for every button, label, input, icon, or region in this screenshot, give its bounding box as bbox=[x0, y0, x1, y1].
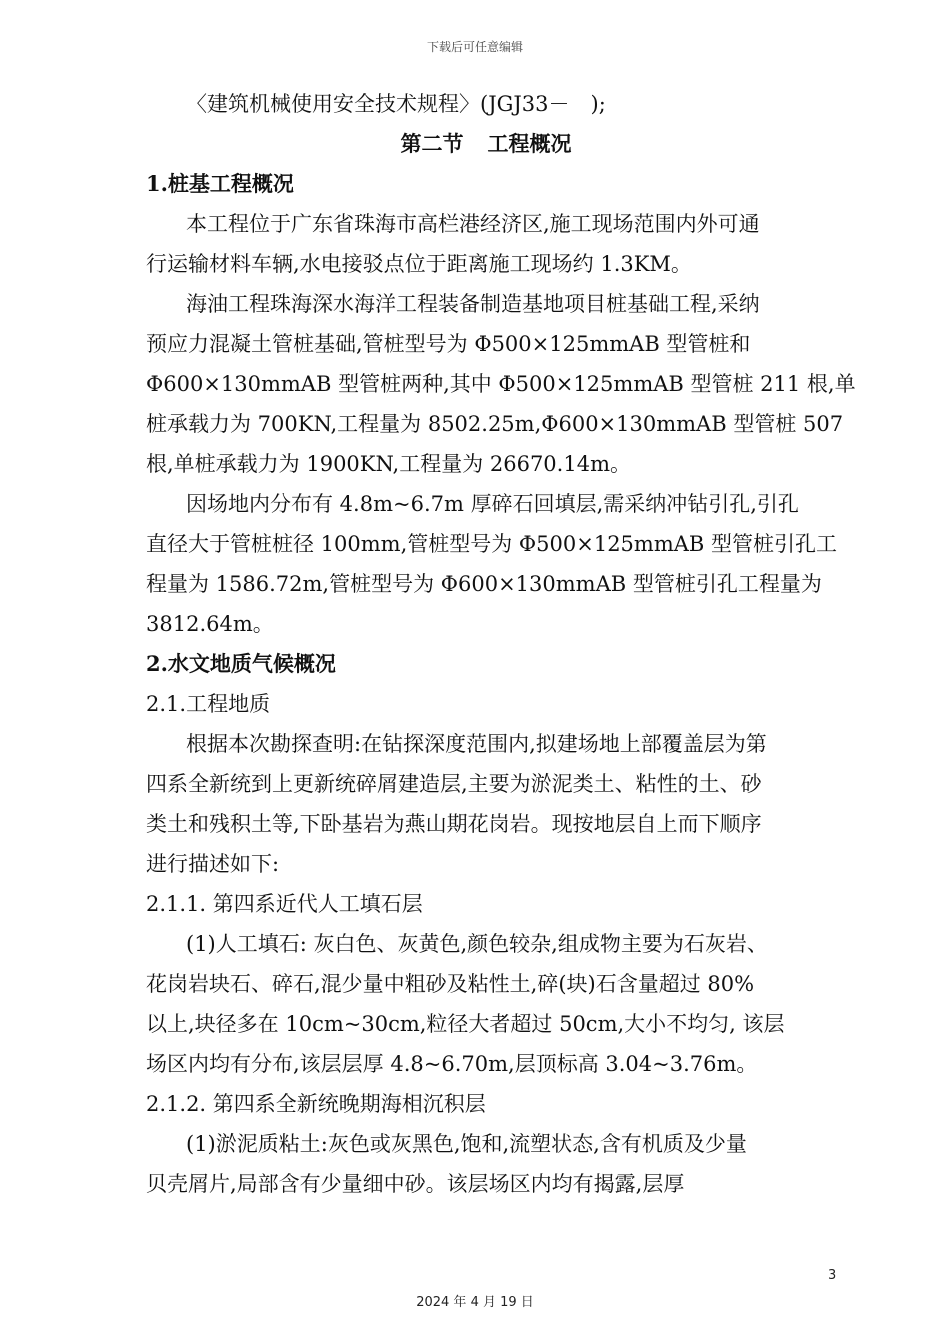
text-line: 〈建筑机械使用安全技术规程〉(JGJ33－ ); bbox=[186, 92, 606, 116]
text-line: 预应力混凝土管桩基础,管桩型号为 Φ500×125mmAB 型管桩和 bbox=[146, 332, 751, 356]
section-name: 工程概况 bbox=[487, 131, 572, 156]
text-line: 类土和残积土等,下卧基岩为燕山期花岗岩。现按地层自上而下顺序 bbox=[146, 812, 762, 836]
text-line: (1)人工填石: 灰白色、灰黄色,颜色较杂,组成物主要为石灰岩、 bbox=[186, 932, 768, 956]
text-line: 进行描述如下: bbox=[146, 852, 280, 876]
page-header: 下载后可任意编辑 bbox=[426, 40, 523, 54]
text-line: 花岗岩块石、碎石,混少量中粗砂及粘性土,碎(块)石含量超过 80% bbox=[146, 972, 755, 996]
page-footer-date: 2024 年 4 月 19 日 bbox=[416, 1295, 534, 1310]
subheading: 2.1.1. 第四系近代人工填石层 bbox=[146, 892, 423, 916]
heading-hydro-geology: 2.水文地质气候概况 bbox=[146, 651, 336, 676]
heading-pile-overview: 1.桩基工程概况 bbox=[146, 171, 294, 196]
section-title bbox=[146, 124, 826, 164]
text-line: 海油工程珠海深水海洋工程装备制造基地项目桩基础工程,采纳 bbox=[186, 292, 760, 316]
text-line: 3812.64m。 bbox=[146, 612, 274, 636]
text-line: 根,单桩承载力为 1900KN,工程量为 26670.14m。 bbox=[146, 452, 631, 476]
text-line: 因场地内分布有 4.8m~6.7m 厚碎石回填层,需采纳冲钻引孔,引孔 bbox=[186, 492, 799, 516]
page-number: 3 bbox=[828, 1268, 837, 1283]
subheading: 2.1.2. 第四系全新统晚期海相沉积层 bbox=[146, 1092, 486, 1116]
text-line: 四系全新统到上更新统碎屑建造层,主要为淤泥类土、粘性的土、砂 bbox=[146, 772, 762, 796]
text-line: Φ600×130mmAB 型管桩两种,其中 Φ500×125mmAB 型管桩 211 根,单 bbox=[146, 372, 856, 396]
text-line: 本工程位于广东省珠海市高栏港经济区,施工现场范围内外可通 bbox=[186, 212, 760, 236]
text-line: 场区内均有分布,该层层厚 4.8~6.70m,层顶标高 3.04~3.76m。 bbox=[146, 1052, 758, 1076]
document-body bbox=[146, 84, 856, 1204]
text-line: 贝壳屑片,局部含有少量细中砂。该层场区内均有揭露,层厚 bbox=[146, 1172, 685, 1196]
text-line: 以上,块径多在 10cm~30cm,粒径大者超过 50cm,大小不均匀, 该层 bbox=[146, 1012, 785, 1036]
subheading: 2.1.工程地质 bbox=[146, 692, 271, 716]
text-line: 程量为 1586.72m,管桩型号为 Φ600×130mmAB 型管桩引孔工程量为 bbox=[146, 572, 822, 596]
text-line: 根据本次勘探查明:在钻探深度范围内,拟建场地上部覆盖层为第 bbox=[186, 732, 767, 756]
text-line: 桩承载力为 700KN,工程量为 8502.25m,Φ600×130mmAB 型管桩 507 bbox=[146, 412, 844, 436]
text-line: 直径大于管桩桩径 100mm,管桩型号为 Φ500×125mmAB 型管桩引孔工 bbox=[146, 532, 838, 556]
text-line: (1)淤泥质粘土:灰色或灰黑色,饱和,流塑状态,含有机质及少量 bbox=[186, 1132, 747, 1156]
section-number: 第二节 bbox=[400, 131, 464, 156]
text-line: 行运输材料车辆,水电接驳点位于距离施工现场约 1.3KM。 bbox=[146, 252, 692, 276]
